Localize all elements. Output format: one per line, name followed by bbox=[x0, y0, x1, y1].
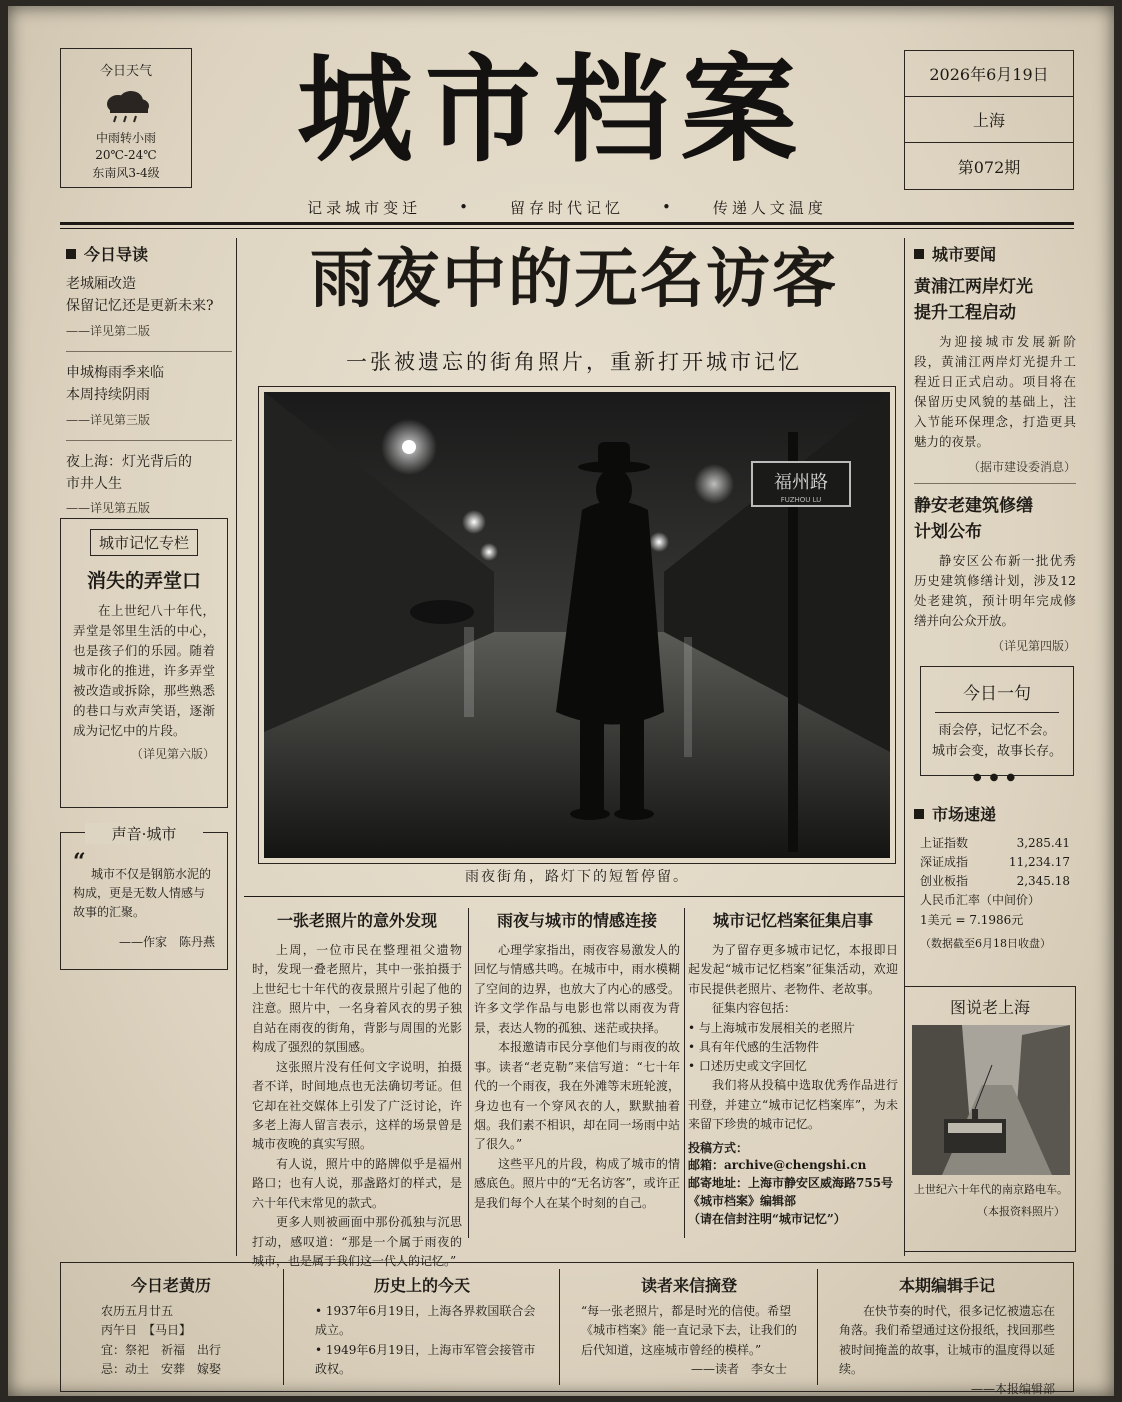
main-headline: 雨夜中的无名访客 bbox=[310, 243, 838, 317]
article-call-for-submissions bbox=[688, 908, 898, 1228]
editor-section bbox=[829, 1273, 1065, 1399]
letters-section bbox=[571, 1273, 807, 1380]
market-section bbox=[914, 802, 1074, 951]
masthead-rule-thin bbox=[60, 228, 1074, 229]
square-icon bbox=[914, 809, 924, 819]
rain-cloud-icon bbox=[98, 90, 154, 124]
masthead-rule bbox=[60, 222, 1074, 225]
voice-author: ——作家 陈丹燕 bbox=[118, 934, 215, 949]
quote-of-day-box bbox=[920, 666, 1074, 783]
article-paragraph: 这张照片没有任何文字说明，拍摄者不详，时间地点也无法确切考证。但它却在社交媒体上引发了广泛讨论，许多老上海人留言表示，这样的场景曾是城市夜晚的真实写照。 bbox=[252, 1059, 462, 1152]
table-row: 上证指数 3,285.41 bbox=[920, 835, 1070, 850]
column-divider bbox=[559, 1269, 560, 1385]
article-paragraph: 征集内容包括： bbox=[712, 1001, 797, 1016]
table-row: 创业板指 2,345.18 bbox=[920, 873, 1070, 888]
news-body: 为迎接城市发展新阶段，黄浦江两岸灯光提升工程近日正式启动。项目将在保留历史风貌的基础上，注入节能环保理念，打造更具魅力的夜景。 bbox=[914, 334, 1076, 449]
article-paragraph: 为了留存更多城市记忆，本报即日起发起“城市记忆档案”征集活动，欢迎市民提供老照片、老物件、老故事。 bbox=[688, 943, 898, 996]
market-table bbox=[920, 833, 1070, 890]
square-icon bbox=[914, 249, 924, 259]
street-sign-text: 福州路 bbox=[774, 472, 828, 493]
almanac-title: 今日老黄历 bbox=[130, 1276, 211, 1295]
history-title: 历史上的今天 bbox=[373, 1276, 470, 1295]
guide-item[interactable]: 老城厢改造 保留记忆还是更新未来? ——详见第二版 bbox=[66, 276, 214, 338]
guide-item[interactable]: 夜上海：灯光背后的 市井人生 ——详见第五版 bbox=[66, 440, 232, 517]
memory-column bbox=[60, 518, 228, 808]
news-title[interactable]: 黄浦江两岸灯光 提升工程启动 bbox=[914, 277, 1033, 323]
newspaper-title: 城市档案 bbox=[297, 43, 809, 178]
voice-quote: 城市不仅是钢筋水泥的构成，更是无数人情感与故事的汇聚。 bbox=[73, 867, 212, 920]
editor-body: 在快节奏的时代，很多记忆被遗忘在角落。我们希望通过这份报纸，找回那些被时间掩盖的故事，让城市的温度得以延续。 bbox=[839, 1304, 1056, 1377]
article-photo-discovery bbox=[252, 908, 462, 1271]
masthead bbox=[198, 36, 908, 186]
column-divider bbox=[283, 1269, 284, 1385]
article-title: 城市记忆档案征集启事 bbox=[712, 911, 873, 930]
old-shanghai-caption: 上世纪六十年代的南京路电车。 bbox=[914, 1183, 1068, 1196]
almanac-lunar: 农历五月廿五 bbox=[101, 1304, 174, 1318]
letters-author: ——读者 李女士 bbox=[690, 1362, 787, 1377]
quote-line-1: 雨会停，记忆不会。 bbox=[938, 723, 1056, 738]
memory-body: 在上世纪八十年代，弄堂是邻里生活的中心，也是孩子们的乐园。随着城市化的推进，许多弄堂被改造或拆除，那些熟悉的巷口与欢声笑语，逐渐成为记忆中的片段。 bbox=[73, 603, 215, 738]
issue-city: 上海 bbox=[905, 97, 1073, 143]
newspaper-page bbox=[8, 6, 1114, 1396]
almanac-ji: 忌：动土 安葬 嫁娶 bbox=[101, 1362, 222, 1377]
contact-title: 投稿方式： bbox=[688, 1140, 749, 1155]
photo-caption: 雨夜街角，路灯下的短暂停留。 bbox=[465, 869, 689, 885]
bullet-icon: • bbox=[662, 198, 675, 216]
article-paragraph: 本报邀请市民分享他们与雨夜的故事。读者“老克勒”来信写道：“七十年代的一个雨夜，我在外滩等末班轮渡，身边也有一个穿风衣的人，默默抽着烟。我们素不相识，却在同一场雨中站了很久。” bbox=[474, 1040, 680, 1152]
city-news-section bbox=[914, 242, 1076, 654]
letters-body: “每一张老照片，都是时光的信使。希望《城市档案》能一直记录下去，让我们的后代知道，这座城市曾经的模样。” bbox=[581, 1304, 798, 1357]
news-body: 静安区公布新一批优秀历史建筑修缮计划，涉及12处老建筑，预计明年完成修缮并向公众开放。 bbox=[914, 553, 1076, 628]
market-note: （数据截至6月18日收盘） bbox=[920, 936, 1051, 950]
quote-mark-icon: “ bbox=[73, 849, 86, 875]
issue-date: 2026年6月19日 bbox=[905, 51, 1073, 97]
voice-box bbox=[60, 825, 228, 970]
date-block bbox=[904, 50, 1074, 190]
almanac-ganzhi: 丙午日 【马日】 bbox=[101, 1323, 192, 1338]
column-divider bbox=[468, 908, 469, 1238]
letters-title: 读者来信摘登 bbox=[640, 1276, 737, 1295]
column-divider bbox=[684, 908, 685, 1238]
article-title: 雨夜与城市的情感连接 bbox=[496, 911, 657, 930]
street-sign-en: FUZHOU LU bbox=[780, 496, 822, 504]
fx-label: 人民币汇率（中间价） bbox=[920, 893, 1041, 907]
contact-email[interactable]: 邮箱：archive@chengshi.cn bbox=[688, 1157, 867, 1172]
list-item: • 与上海城市发展相关的老照片 bbox=[688, 1020, 855, 1035]
section-rule bbox=[244, 896, 904, 897]
bottom-strip bbox=[60, 1262, 1074, 1396]
article-rain-emotion bbox=[474, 908, 680, 1213]
editor-author: ——本报编辑部 bbox=[970, 1381, 1055, 1396]
article-paragraph: 我们将从投稿中选取优秀作品进行刊登，并建立“城市记忆档案库”，为未来留下珍贵的城市记忆。 bbox=[688, 1078, 898, 1132]
dot-ornament-icon: ●●● bbox=[972, 772, 1024, 783]
tram-photo bbox=[912, 1025, 1070, 1175]
list-item: • 具有年代感的生活物件 bbox=[688, 1039, 819, 1054]
article-paragraph: 更多人则被画面中那份孤独与沉思打动，感叹道：“那是一个属于雨夜的城市，也是属于我们这一代人的记忆。” bbox=[252, 1215, 462, 1268]
memory-ref: （详见第六版） bbox=[130, 747, 215, 761]
news-title[interactable]: 静安老建筑修缮 计划公布 bbox=[914, 496, 1033, 542]
slogan-2: 留存时代记忆 bbox=[509, 198, 624, 217]
main-subhead: 一张被遗忘的街角照片，重新打开城市记忆 bbox=[346, 350, 802, 374]
city-news-heading: 城市要闻 bbox=[914, 242, 1076, 265]
market-heading: 市场速递 bbox=[914, 802, 1074, 825]
slogan-3: 传递人文温度 bbox=[712, 198, 827, 217]
guide-item[interactable]: 申城梅雨季来临 本周持续阴雨 ——详见第三版 bbox=[66, 351, 232, 428]
issue-number: 第072期 bbox=[957, 157, 1021, 177]
quote-of-day-title: 今日一句 bbox=[963, 684, 1031, 704]
old-shanghai-box bbox=[904, 986, 1076, 1252]
fx-value: 1美元 = 7.1986元 bbox=[920, 913, 1024, 928]
almanac-yi: 宜：祭祀 祈福 出行 bbox=[101, 1342, 222, 1357]
news-ref: （详见第四版） bbox=[991, 639, 1076, 653]
editor-title: 本期编辑手记 bbox=[898, 1276, 995, 1295]
memory-title: 消失的弄堂口 bbox=[86, 570, 201, 592]
history-item: • 1949年6月19日，上海市军管会接管市政权。 bbox=[315, 1342, 536, 1377]
weather-condition: 中雨转小雨 bbox=[95, 130, 156, 145]
slogan-bar bbox=[60, 194, 1074, 220]
memory-tag: 城市记忆专栏 bbox=[90, 529, 198, 556]
weather-label: 今日天气 bbox=[99, 64, 152, 79]
contact-note: （请在信封注明“城市记忆”） bbox=[688, 1211, 846, 1226]
square-icon bbox=[66, 249, 76, 259]
column-divider bbox=[236, 238, 237, 1256]
old-shanghai-title: 图说老上海 bbox=[949, 998, 1030, 1017]
article-paragraph: 心理学家指出，雨夜容易激发人的回忆与情感共鸣。在城市中，雨水模糊了空间的边界，也放大了内心的感受。许多文学作品与电影也常以雨夜为背景，表达人物的孤独、迷茫或抉择。 bbox=[474, 943, 680, 1035]
guide-section bbox=[66, 242, 232, 516]
weather-temp: 20℃-24℃ bbox=[95, 148, 157, 163]
contact-address: 邮寄地址：上海市静安区威海路755号《城市档案》编辑部 bbox=[688, 1175, 894, 1208]
bullet-icon: • bbox=[459, 198, 472, 216]
article-paragraph: 上周，一位市民在整理祖父遗物时，发现一叠老照片，其中一张拍摄于上世纪七十年代的夜景照片引起了他的注意。照片中，一名身着风衣的男子独自站在雨夜的街角，背影与周围的光影构成了强烈的氛围感。 bbox=[252, 943, 462, 1055]
main-photo bbox=[258, 386, 896, 864]
column-divider bbox=[817, 1269, 818, 1385]
article-paragraph: 这些平凡的片段，构成了城市的情感底色。照片中的“无名访客”，或许正是我们每个人在某个时刻的自己。 bbox=[474, 1156, 680, 1210]
table-row: 深证成指 11,234.17 bbox=[920, 854, 1070, 869]
voice-tag: 声音·城市 bbox=[85, 823, 203, 844]
weather-wind: 东南风3-4级 bbox=[92, 165, 160, 180]
quote-line-2: 城市会变，故事长存。 bbox=[931, 743, 1062, 759]
news-ref: （据市建设委消息） bbox=[967, 460, 1076, 474]
history-section bbox=[295, 1273, 549, 1380]
almanac-section bbox=[71, 1273, 271, 1380]
article-paragraph: 有人说，照片中的路牌似乎是福州路口；也有人说，那盏路灯的样式，是六十年代末常见的款式。 bbox=[252, 1156, 462, 1210]
weather-box bbox=[60, 48, 192, 188]
history-item: • 1937年6月19日，上海各界救国联合会成立。 bbox=[315, 1304, 536, 1338]
article-title: 一张老照片的意外发现 bbox=[276, 911, 437, 930]
slogan-1: 记录城市变迁 bbox=[307, 198, 422, 217]
guide-heading: 今日导读 bbox=[66, 242, 232, 265]
list-item: • 口述历史或文字回忆 bbox=[688, 1059, 807, 1074]
old-shanghai-credit: （本报资料照片） bbox=[977, 1205, 1065, 1218]
